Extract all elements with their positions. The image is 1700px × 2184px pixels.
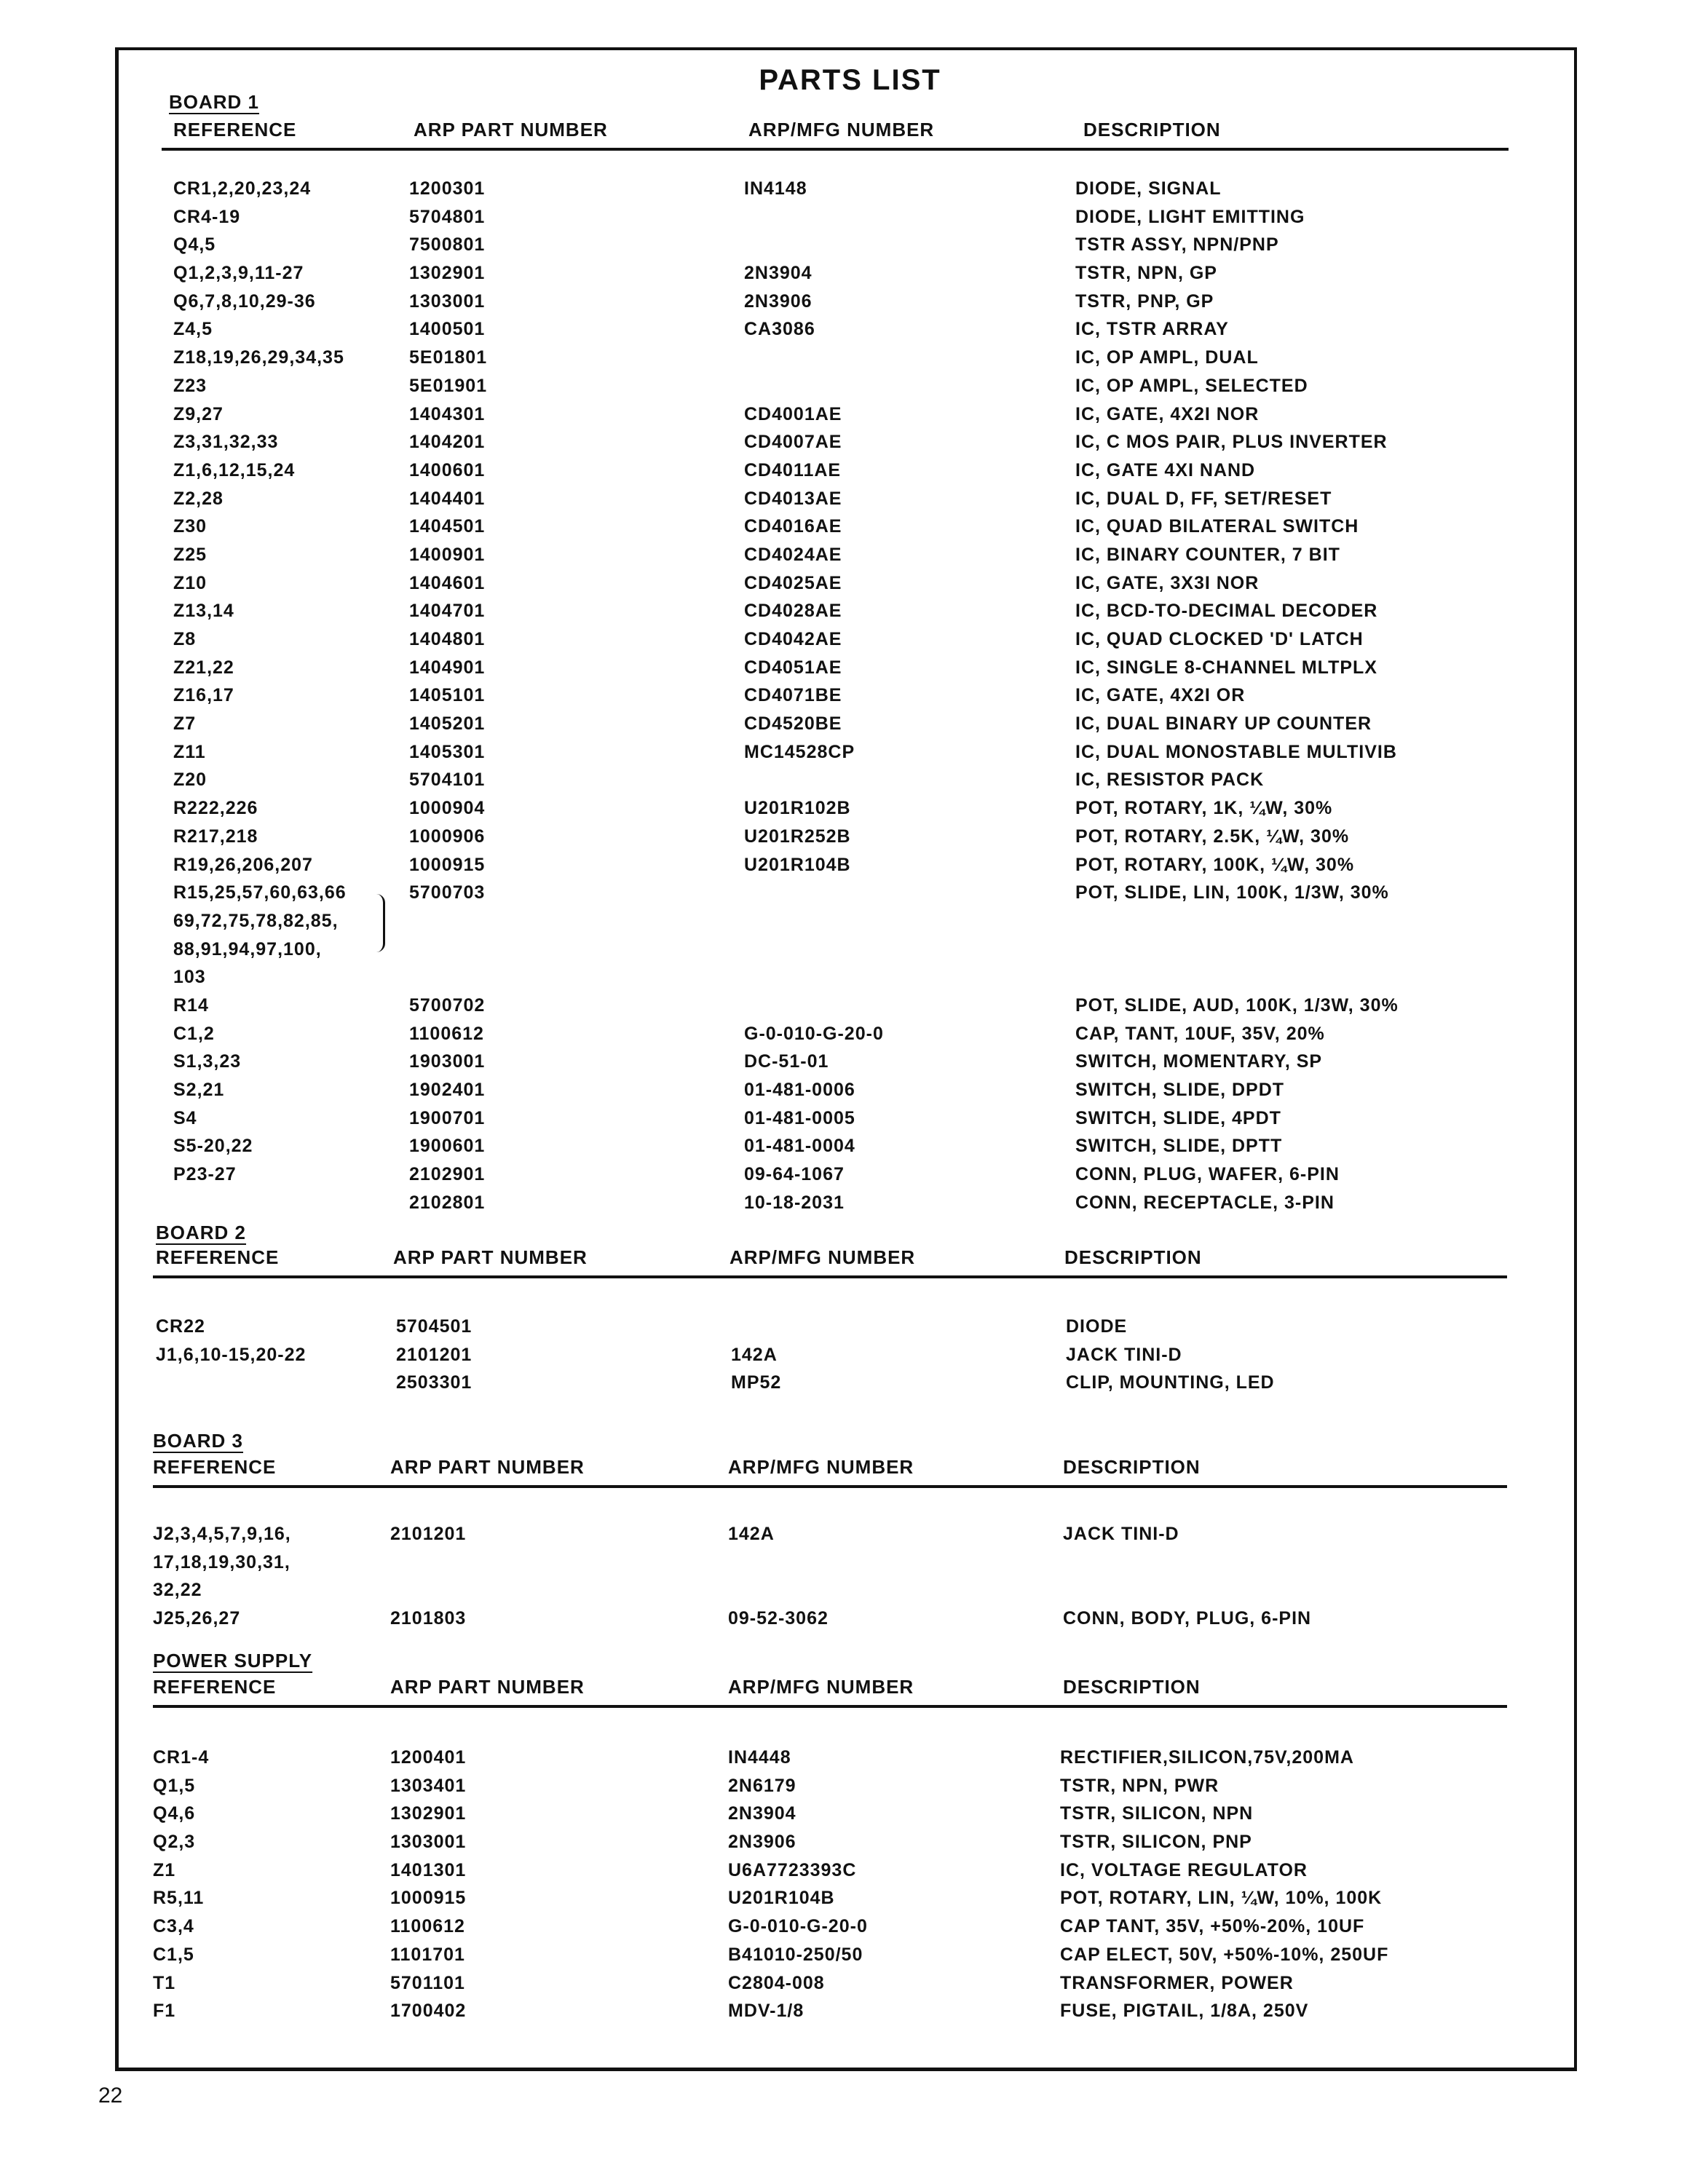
table-header <box>162 119 1509 151</box>
cell-arp-part-number: 2102801 <box>409 1192 486 1213</box>
cell-arp-mfg-number: CA3086 <box>744 319 815 340</box>
cell-arp-part-number: 1200301 <box>409 178 486 199</box>
cell-reference: R14 <box>173 994 209 1016</box>
cell-reference: C1,2 <box>173 1023 215 1044</box>
cell-description: IC, RESISTOR PACK <box>1075 769 1265 791</box>
table-row <box>141 1773 1495 1801</box>
cell-reference: Q6,7,8,10,29-36 <box>173 290 316 312</box>
cell-arp-mfg-number: G-0-010-G-20-0 <box>728 1916 868 1937</box>
cell-description: IC, C MOS PAIR, PLUS INVERTER <box>1075 432 1388 453</box>
cell-arp-mfg-number: U201R104B <box>744 854 851 875</box>
cell-arp-part-number: 2101201 <box>390 1524 467 1544</box>
cell-description: IC, OP AMPL, SELECTED <box>1075 375 1308 396</box>
cell-arp-part-number: 1404601 <box>409 572 486 593</box>
cell-reference: J25,26,27 <box>153 1608 241 1629</box>
table-row <box>141 1885 1495 1913</box>
cell-reference: Q1,5 <box>153 1775 196 1796</box>
cell-arp-mfg-number: 01-481-0005 <box>744 1107 855 1128</box>
cell-reference: Z21,22 <box>173 657 234 678</box>
cell-arp-mfg-number: CD4028AE <box>744 601 842 622</box>
table-row <box>162 739 1516 767</box>
cell-description: SWITCH, SLIDE, DPTT <box>1075 1136 1283 1157</box>
cell-arp-part-number: 1303001 <box>409 290 486 312</box>
cell-reference: 88,91,94,97,100, <box>173 938 322 960</box>
table-row <box>141 1521 1495 1549</box>
table-row <box>162 852 1516 880</box>
cell-arp-part-number: 1404801 <box>409 629 486 649</box>
cell-arp-mfg-number: CD4520BE <box>744 713 842 735</box>
cell-description: SWITCH, SLIDE, DPDT <box>1075 1080 1285 1100</box>
header-description: DESCRIPTION <box>1063 1456 1201 1478</box>
cell-arp-part-number: 2101803 <box>390 1608 467 1629</box>
cell-arp-part-number: 2101201 <box>396 1344 473 1365</box>
table-row <box>162 654 1516 683</box>
cell-reference: Z23 <box>173 375 207 396</box>
table-row <box>141 1942 1495 1970</box>
cell-arp-part-number: 1303001 <box>390 1832 467 1853</box>
cell-reference: Z9,27 <box>173 403 224 424</box>
cell-reference: CR4-19 <box>173 206 241 227</box>
cell-arp-part-number: 1100612 <box>390 1916 465 1937</box>
cell-arp-mfg-number: 01-481-0006 <box>744 1080 855 1100</box>
cell-reference: 32,22 <box>153 1580 202 1601</box>
table-row <box>162 513 1516 542</box>
cell-arp-mfg-number: CD4016AE <box>744 516 842 537</box>
cell-reference: Q2,3 <box>153 1832 196 1853</box>
cell-description: TSTR, NPN, GP <box>1075 263 1217 284</box>
cell-description: IC, DUAL MONOSTABLE MULTIVIB <box>1075 741 1397 762</box>
header-reference: REFERENCE <box>153 1676 277 1698</box>
table-row <box>162 373 1516 401</box>
cell-reference: R19,26,206,207 <box>173 854 313 875</box>
cell-reference: J1,6,10-15,20-22 <box>156 1344 307 1365</box>
header-description: DESCRIPTION <box>1063 1676 1201 1698</box>
cell-arp-part-number: 1902401 <box>409 1080 486 1100</box>
cell-description: IC, VOLTAGE REGULATOR <box>1060 1859 1308 1880</box>
cell-arp-mfg-number: CD4011AE <box>744 459 842 480</box>
cell-description: IC, OP AMPL, DUAL <box>1075 347 1259 368</box>
table-row <box>162 344 1516 373</box>
cell-reference: Q4,5 <box>173 234 216 256</box>
table-row <box>162 457 1516 486</box>
table-row <box>144 1342 1498 1370</box>
cell-description: CONN, PLUG, WAFER, 6-PIN <box>1075 1164 1340 1185</box>
cell-description: IC, QUAD CLOCKED 'D' LATCH <box>1075 629 1364 649</box>
table-header <box>153 1456 1507 1488</box>
table-row <box>141 1857 1495 1886</box>
section-title: BOARD 1 <box>169 91 260 113</box>
table-header <box>153 1676 1507 1708</box>
cell-reference: Z8 <box>173 629 197 649</box>
cell-description: DIODE <box>1066 1316 1128 1337</box>
table-row <box>141 1549 1495 1578</box>
cell-arp-mfg-number: DC-51-01 <box>744 1051 829 1072</box>
table-row <box>141 1998 1495 2026</box>
cell-arp-mfg-number: U201R102B <box>744 798 851 819</box>
cell-arp-part-number: 2102901 <box>409 1164 486 1185</box>
cell-description: TSTR, PNP, GP <box>1075 290 1214 312</box>
cell-reference: Q4,6 <box>153 1803 196 1824</box>
cell-reference: R217,218 <box>173 826 258 847</box>
section-title: POWER SUPPLY <box>153 1650 313 1671</box>
cell-description: RECTIFIER,SILICON,75V,200MA <box>1060 1747 1354 1768</box>
cell-reference: Z1 <box>153 1859 176 1880</box>
cell-description: TSTR, NPN, PWR <box>1060 1775 1219 1796</box>
cell-reference: R222,226 <box>173 798 258 819</box>
cell-description: DIODE, LIGHT EMITTING <box>1075 206 1305 227</box>
header-arp-part-number: ARP PART NUMBER <box>390 1676 585 1698</box>
cell-arp-part-number: 1400901 <box>409 544 486 565</box>
cell-arp-mfg-number: 09-52-3062 <box>728 1608 829 1629</box>
cell-arp-mfg-number: G-0-010-G-20-0 <box>744 1023 884 1044</box>
cell-arp-mfg-number: MDV-1/8 <box>728 2001 804 2022</box>
cell-arp-mfg-number: CD4024AE <box>744 544 842 565</box>
cell-arp-mfg-number: 2N3906 <box>728 1832 796 1853</box>
cell-description: TRANSFORMER, POWER <box>1060 1972 1294 1993</box>
table-row <box>141 1800 1495 1829</box>
cell-arp-mfg-number: 2N3904 <box>728 1803 796 1824</box>
page-title: PARTS LIST <box>759 64 941 96</box>
cell-description: CONN, BODY, PLUG, 6-PIN <box>1063 1608 1312 1629</box>
cell-reference: S1,3,23 <box>173 1051 242 1072</box>
table-row <box>141 1605 1495 1634</box>
cell-reference: S2,21 <box>173 1080 225 1100</box>
cell-reference: Z30 <box>173 516 207 537</box>
cell-arp-part-number: 5704101 <box>409 769 486 791</box>
cell-arp-mfg-number: B41010-250/50 <box>728 1944 863 1965</box>
cell-arp-part-number: 1405201 <box>409 713 486 735</box>
cell-description: POT, ROTARY, 1K, ¼W, 30% <box>1075 798 1333 819</box>
cell-reference: CR1,2,20,23,24 <box>173 178 312 199</box>
table-row <box>162 598 1516 626</box>
cell-arp-part-number: 1405101 <box>409 685 486 706</box>
table-row <box>162 232 1516 260</box>
cell-arp-mfg-number: 2N6179 <box>728 1775 796 1796</box>
cell-reference: C3,4 <box>153 1916 194 1937</box>
cell-reference: 69,72,75,78,82,85, <box>173 910 339 931</box>
board-1-rows <box>162 175 1516 1217</box>
cell-description: IC, DUAL D, FF, SET/RESET <box>1075 488 1332 509</box>
cell-arp-part-number: 5700702 <box>409 994 486 1016</box>
cell-arp-part-number: 1903001 <box>409 1051 486 1072</box>
cell-arp-mfg-number: CD4071BE <box>744 685 842 706</box>
cell-arp-mfg-number: 01-481-0004 <box>744 1136 855 1157</box>
header-description: DESCRIPTION <box>1064 1246 1202 1268</box>
cell-arp-part-number: 5704501 <box>396 1316 473 1337</box>
cell-arp-mfg-number: CD4007AE <box>744 432 842 453</box>
cell-arp-part-number: 1405301 <box>409 741 486 762</box>
table-row <box>162 429 1516 457</box>
cell-description: SWITCH, SLIDE, 4PDT <box>1075 1107 1281 1128</box>
cell-reference: CR22 <box>156 1316 205 1337</box>
cell-reference: CR1-4 <box>153 1747 210 1768</box>
board-3-rows <box>141 1521 1495 1634</box>
cell-reference: S5-20,22 <box>173 1136 253 1157</box>
cell-reference: Z10 <box>173 572 207 593</box>
cell-arp-part-number: 1200401 <box>390 1747 467 1768</box>
table-row <box>144 1313 1498 1342</box>
cell-arp-mfg-number: CD4013AE <box>744 488 842 509</box>
header-arp-mfg-number: ARP/MFG NUMBER <box>748 119 935 141</box>
cell-arp-mfg-number: 2N3904 <box>744 263 813 284</box>
cell-reference: Z2,28 <box>173 488 224 509</box>
cell-arp-mfg-number: IN4148 <box>744 178 807 199</box>
table-row <box>162 626 1516 654</box>
cell-description: TSTR, SILICON, PNP <box>1060 1832 1252 1853</box>
cell-description: JACK TINI-D <box>1063 1524 1179 1544</box>
cell-arp-mfg-number: U201R104B <box>728 1888 835 1909</box>
cell-description: TSTR ASSY, NPN/PNP <box>1075 234 1279 256</box>
header-arp-mfg-number: ARP/MFG NUMBER <box>728 1676 914 1698</box>
table-row <box>162 288 1516 317</box>
cell-description: POT, SLIDE, LIN, 100K, 1/3W, 30% <box>1075 882 1389 903</box>
cell-arp-part-number: 1404301 <box>409 403 486 424</box>
cell-description: POT, SLIDE, AUD, 100K, 1/3W, 30% <box>1075 994 1399 1016</box>
table-row <box>141 1744 1495 1773</box>
cell-arp-mfg-number: CD4001AE <box>744 403 842 424</box>
cell-arp-mfg-number: CD4042AE <box>744 629 842 649</box>
table-row <box>162 823 1516 852</box>
board-2-rows <box>144 1313 1498 1398</box>
table-row <box>162 767 1516 795</box>
table-row <box>141 1970 1495 1998</box>
cell-arp-mfg-number: 142A <box>731 1344 778 1365</box>
cell-arp-part-number: 1400601 <box>409 459 486 480</box>
cell-reference: R15,25,57,60,63,66 <box>173 882 347 903</box>
table-row <box>162 879 1516 908</box>
table-row <box>141 1913 1495 1942</box>
cell-arp-part-number: 2503301 <box>396 1372 473 1393</box>
cell-reference: Z13,14 <box>173 601 234 622</box>
table-row <box>162 1133 1516 1161</box>
cell-arp-part-number: 1400501 <box>409 319 486 340</box>
table-row <box>141 1577 1495 1605</box>
header-arp-part-number: ARP PART NUMBER <box>414 119 608 141</box>
cell-reference: Z3,31,32,33 <box>173 432 279 453</box>
cell-arp-part-number: 1303401 <box>390 1775 467 1796</box>
cell-arp-part-number: 5700703 <box>409 882 486 903</box>
header-arp-mfg-number: ARP/MFG NUMBER <box>730 1246 916 1268</box>
cell-description: IC, BCD-TO-DECIMAL DECODER <box>1075 601 1378 622</box>
table-row <box>162 316 1516 344</box>
cell-description: IC, SINGLE 8-CHANNEL MLTPLX <box>1075 657 1377 678</box>
cell-reference: F1 <box>153 2001 176 2022</box>
header-description: DESCRIPTION <box>1083 119 1221 141</box>
table-row <box>162 992 1516 1021</box>
cell-arp-part-number: 1404501 <box>409 516 486 537</box>
cell-reference: J2,3,4,5,7,9,16, <box>153 1524 291 1544</box>
cell-arp-part-number: 1404401 <box>409 488 486 509</box>
header-reference: REFERENCE <box>156 1246 280 1268</box>
table-row <box>162 1048 1516 1077</box>
cell-arp-part-number: 1302901 <box>409 263 486 284</box>
cell-arp-part-number: 1101701 <box>390 1944 465 1965</box>
cell-description: POT, ROTARY, 2.5K, ¼W, 30% <box>1075 826 1350 847</box>
cell-reference: 17,18,19,30,31, <box>153 1551 290 1572</box>
section-title: BOARD 2 <box>156 1222 247 1243</box>
cell-arp-part-number: 1302901 <box>390 1803 467 1824</box>
cell-reference: R5,11 <box>153 1888 205 1909</box>
cell-arp-part-number: 5E01901 <box>409 375 488 396</box>
cell-description: IC, GATE 4XI NAND <box>1075 459 1256 480</box>
cell-description: CONN, RECEPTACLE, 3-PIN <box>1075 1192 1335 1213</box>
cell-description: IC, BINARY COUNTER, 7 BIT <box>1075 544 1340 565</box>
table-row <box>162 401 1516 430</box>
cell-arp-part-number: 1404901 <box>409 657 486 678</box>
cell-description: POT, ROTARY, 100K, ¼W, 30% <box>1075 854 1355 875</box>
cell-arp-part-number: 1401301 <box>390 1859 467 1880</box>
header-reference: REFERENCE <box>173 119 297 141</box>
cell-description: FUSE, PIGTAIL, 1/8A, 250V <box>1060 2001 1309 2022</box>
table-row <box>141 1829 1495 1857</box>
cell-description: JACK TINI-D <box>1066 1344 1182 1365</box>
cell-arp-part-number: 5704801 <box>409 206 486 227</box>
header-arp-mfg-number: ARP/MFG NUMBER <box>728 1456 914 1478</box>
cell-reference: S4 <box>173 1107 197 1128</box>
cell-arp-part-number: 1000906 <box>409 826 486 847</box>
cell-reference: Z25 <box>173 544 207 565</box>
cell-reference: Z18,19,26,29,34,35 <box>173 347 344 368</box>
cell-arp-part-number: 1900601 <box>409 1136 486 1157</box>
table-row <box>162 486 1516 514</box>
cell-reference: Z11 <box>173 741 206 762</box>
cell-arp-part-number: 5701101 <box>390 1972 465 1993</box>
cell-description: IC, DUAL BINARY UP COUNTER <box>1075 713 1372 735</box>
cell-description: SWITCH, MOMENTARY, SP <box>1075 1051 1323 1072</box>
cell-description: CAP, TANT, 10UF, 35V, 20% <box>1075 1023 1325 1044</box>
header-arp-part-number: ARP PART NUMBER <box>393 1246 588 1268</box>
table-row <box>162 1161 1516 1190</box>
cell-arp-part-number: 7500801 <box>409 234 486 256</box>
table-row <box>162 936 1516 965</box>
cell-arp-mfg-number: 09-64-1067 <box>744 1164 845 1185</box>
cell-description: DIODE, SIGNAL <box>1075 178 1222 199</box>
cell-reference: Z16,17 <box>173 685 234 706</box>
cell-description: IC, GATE, 4X2I NOR <box>1075 403 1260 424</box>
cell-arp-mfg-number: 2N3906 <box>744 290 813 312</box>
table-row <box>162 570 1516 598</box>
cell-reference: P23-27 <box>173 1164 237 1185</box>
cell-arp-mfg-number: CD4051AE <box>744 657 842 678</box>
table-row <box>162 260 1516 288</box>
section-title: BOARD 3 <box>153 1430 244 1452</box>
cell-arp-mfg-number: C2804-008 <box>728 1972 825 1993</box>
table-row <box>162 204 1516 232</box>
cell-arp-part-number: 1700402 <box>390 2001 467 2022</box>
power-supply-rows <box>141 1744 1495 2026</box>
table-row <box>162 1105 1516 1133</box>
table-row <box>162 1190 1516 1218</box>
table-row <box>162 908 1516 936</box>
cell-reference: Q1,2,3,9,11-27 <box>173 263 304 284</box>
cell-arp-mfg-number: CD4025AE <box>744 572 842 593</box>
cell-reference: Z1,6,12,15,24 <box>173 459 296 480</box>
table-row <box>162 711 1516 739</box>
header-arp-part-number: ARP PART NUMBER <box>390 1456 585 1478</box>
cell-arp-part-number: 1000915 <box>409 854 486 875</box>
cell-arp-part-number: 1404701 <box>409 601 486 622</box>
header-reference: REFERENCE <box>153 1456 277 1478</box>
cell-arp-part-number: 1000915 <box>390 1888 467 1909</box>
reference-brace <box>371 894 385 952</box>
cell-arp-mfg-number: U6A7723393C <box>728 1859 857 1880</box>
cell-reference: C1,5 <box>153 1944 194 1965</box>
table-row <box>162 682 1516 711</box>
cell-reference: Z7 <box>173 713 197 735</box>
cell-arp-part-number: 1100612 <box>409 1023 484 1044</box>
table-header <box>153 1246 1507 1278</box>
cell-arp-part-number: 5E01801 <box>409 347 488 368</box>
cell-arp-part-number: 1000904 <box>409 798 486 819</box>
cell-arp-mfg-number: 10-18-2031 <box>744 1192 845 1213</box>
cell-description: IC, GATE, 3X3I NOR <box>1075 572 1260 593</box>
cell-description: POT, ROTARY, LIN, ¼W, 10%, 100K <box>1060 1888 1383 1909</box>
cell-description: IC, GATE, 4X2I OR <box>1075 685 1246 706</box>
table-row <box>144 1369 1498 1398</box>
cell-arp-mfg-number: MC14528CP <box>744 741 855 762</box>
cell-reference: Z20 <box>173 769 207 791</box>
table-row <box>162 795 1516 823</box>
cell-reference: Z4,5 <box>173 319 213 340</box>
cell-arp-mfg-number: MP52 <box>731 1372 782 1393</box>
cell-description: IC, QUAD BILATERAL SWITCH <box>1075 516 1359 537</box>
cell-description: CAP ELECT, 50V, +50%-10%, 250UF <box>1060 1944 1389 1965</box>
cell-arp-mfg-number: IN4448 <box>728 1747 791 1768</box>
cell-description: CAP TANT, 35V, +50%-20%, 10UF <box>1060 1916 1365 1937</box>
cell-arp-part-number: 1404201 <box>409 432 486 453</box>
cell-description: IC, TSTR ARRAY <box>1075 319 1229 340</box>
table-row <box>162 175 1516 204</box>
table-row <box>162 1021 1516 1049</box>
cell-reference: 103 <box>173 967 206 988</box>
cell-arp-part-number: 1900701 <box>409 1107 486 1128</box>
table-row <box>162 542 1516 570</box>
cell-description: CLIP, MOUNTING, LED <box>1066 1372 1275 1393</box>
table-row <box>162 964 1516 992</box>
cell-reference: T1 <box>153 1972 176 1993</box>
cell-arp-mfg-number: 142A <box>728 1524 775 1544</box>
page-number: 22 <box>98 2084 123 2108</box>
cell-arp-mfg-number: U201R252B <box>744 826 851 847</box>
cell-description: TSTR, SILICON, NPN <box>1060 1803 1254 1824</box>
table-row <box>162 1077 1516 1105</box>
